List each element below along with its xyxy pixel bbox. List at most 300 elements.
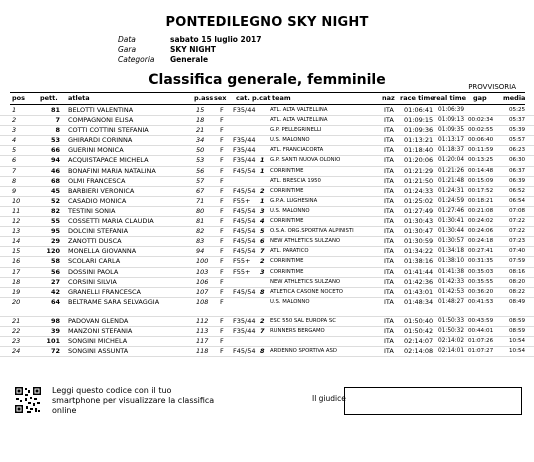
cell-race: 02:14:07 <box>404 336 434 345</box>
cell-sex: F <box>220 186 224 195</box>
cell-media: 06:54 <box>509 197 526 204</box>
cell-pos: 22 <box>12 326 21 335</box>
cell-pass: 107 <box>196 287 209 296</box>
cell-race: 01:06:41 <box>404 106 434 114</box>
cell-atleta: MONELLA GIOVANNA <box>68 247 137 256</box>
cell-team: NEW ATHLETICS SULZANO <box>270 238 341 245</box>
cell-pett: 7 <box>55 116 60 125</box>
cell-pett: 53 <box>50 136 60 145</box>
cell-media: 08:16 <box>509 268 526 275</box>
cell-pett: 8 <box>55 126 60 135</box>
cell-team: ATL. PARATICO <box>270 248 309 255</box>
cell-naz: ITA <box>384 287 394 296</box>
cell-race: 01:25:02 <box>404 196 434 205</box>
cell-team: CORRINTIME <box>270 187 304 194</box>
cell-pass: 80 <box>196 206 205 215</box>
cell-pcat: 1 <box>260 166 265 175</box>
cell-media: 05:25 <box>509 107 526 113</box>
cell-race: 01:50:40 <box>404 316 434 325</box>
cell-team: CORRINTIME <box>270 167 304 174</box>
col-real: real time <box>433 94 467 102</box>
cell-naz: ITA <box>384 277 394 286</box>
table-row <box>0 327 534 337</box>
cell-pett: 27 <box>50 277 60 286</box>
meta-row-category <box>118 55 261 65</box>
cell-cat: F35/44 <box>233 316 256 325</box>
cell-gap: 00:13:25 <box>468 157 494 164</box>
cell-pos: 8 <box>12 176 17 185</box>
cell-sex: F <box>220 297 224 306</box>
cell-team: G.P.A. LUGHESINA <box>270 197 318 204</box>
cell-naz: ITA <box>384 326 394 335</box>
cell-media: 05:37 <box>509 117 526 124</box>
cell-pass: 81 <box>196 217 205 226</box>
cell-sex: F <box>220 116 224 125</box>
cell-pett: 82 <box>50 206 60 215</box>
table-row <box>0 337 534 347</box>
cell-cat: F45/54 <box>233 247 256 256</box>
cell-gap: 00:35:03 <box>468 268 494 275</box>
cell-naz: ITA <box>384 126 394 135</box>
cell-naz: ITA <box>384 146 394 155</box>
cell-pett: 66 <box>50 146 60 155</box>
cell-cat: F35/44 <box>233 146 256 155</box>
table-row <box>0 106 534 116</box>
cell-naz: ITA <box>384 206 394 215</box>
cell-media: 08:22 <box>509 288 526 295</box>
cell-team: U.S. MALONNO <box>270 298 310 305</box>
cell-media: 07:59 <box>509 258 526 265</box>
cell-cat: F45/54 <box>233 287 256 296</box>
event-title: PONTEDILEGNO SKY NIGHT <box>165 15 369 30</box>
cell-team: ATL. FRANCIACORTA <box>270 147 324 154</box>
cell-gap: 00:24:02 <box>468 218 494 225</box>
cell-sex: F <box>220 267 224 276</box>
cell-gap: 00:35:55 <box>468 278 494 285</box>
cell-sex: F <box>220 196 224 205</box>
table-row <box>0 207 534 217</box>
status-label: PROVVISORIA <box>468 83 516 91</box>
cell-gap: 00:21:08 <box>468 207 494 214</box>
meta-row-race <box>118 45 261 55</box>
table-row <box>0 247 534 257</box>
cell-cat: F45/54 <box>233 206 256 215</box>
cell-pett: 101 <box>46 336 60 345</box>
cell-sex: F <box>220 126 224 135</box>
cell-sex: F <box>220 206 224 215</box>
col-pett: pett. <box>40 94 58 102</box>
cell-gap: 00:43:59 <box>468 317 494 324</box>
table-row <box>0 126 534 136</box>
table-row <box>0 156 534 166</box>
cell-pcat: 8 <box>260 287 265 296</box>
cell-pett: 98 <box>50 316 60 325</box>
cell-pett: 45 <box>50 186 60 195</box>
cell-cat: F35/44 <box>233 156 256 165</box>
cell-race: 01:41:44 <box>404 267 434 276</box>
cell-pett: 56 <box>50 267 60 276</box>
cell-pett: 46 <box>50 166 60 175</box>
cell-media: 08:49 <box>509 298 526 305</box>
cell-sex: F <box>220 326 224 335</box>
cell-race: 01:09:36 <box>404 126 434 135</box>
cell-cat: F35/44 <box>233 136 256 145</box>
cell-sex: F <box>220 347 224 356</box>
cell-pass: 71 <box>196 196 205 205</box>
cell-gap: 00:02:55 <box>468 127 494 134</box>
cell-gap: 00:14:48 <box>468 167 494 174</box>
cell-race: 01:18:40 <box>404 146 434 155</box>
cell-pett: 94 <box>50 156 60 165</box>
cell-race: 01:30:43 <box>404 217 434 226</box>
cell-pos: 21 <box>12 316 21 325</box>
cell-naz: ITA <box>384 136 394 145</box>
cell-sex: F <box>220 247 224 256</box>
meta-row-date <box>118 35 261 45</box>
table-row <box>0 146 534 156</box>
table-row <box>0 187 534 197</box>
cell-pett: 39 <box>50 326 60 335</box>
cell-gap: 00:11:59 <box>468 147 494 154</box>
cell-naz: ITA <box>384 297 394 306</box>
cell-pos: 11 <box>12 206 21 215</box>
cell-pcat: 4 <box>260 217 265 226</box>
cell-real: 01:50:32 <box>438 327 465 334</box>
cell-race: 01:34:22 <box>404 247 434 256</box>
cell-cat: F55+ <box>233 257 251 266</box>
col-pass: p.ass <box>194 94 214 102</box>
cell-atleta: ZANOTTI DUSCA <box>68 237 122 246</box>
col-media: media <box>503 94 526 102</box>
cell-sex: F <box>220 217 224 226</box>
cell-real: 01:18:37 <box>438 147 465 154</box>
cell-pos: 23 <box>12 336 21 345</box>
cell-pos: 13 <box>12 227 21 236</box>
cell-pos: 20 <box>12 297 21 306</box>
cell-team: CORRINTIME <box>270 268 304 275</box>
cell-media: 07:22 <box>509 218 526 225</box>
cell-cat: F45/54 <box>233 237 256 246</box>
cell-cat: F55+ <box>233 267 251 276</box>
table-row <box>0 288 534 298</box>
cell-sex: F <box>220 146 224 155</box>
cell-gap: 00:31:35 <box>468 258 494 265</box>
cell-atleta: BELOTTI VALENTINA <box>68 106 134 114</box>
meta-key: Gara <box>118 45 137 54</box>
cell-gap: 00:27:41 <box>468 248 494 255</box>
cell-pett: 81 <box>50 106 60 114</box>
meta-key: Categoria <box>118 55 155 64</box>
cell-pos: 6 <box>12 156 17 165</box>
cell-real: 01:41:38 <box>438 268 465 275</box>
cell-real: 01:30:41 <box>438 218 465 225</box>
cell-gap: 00:24:06 <box>468 228 494 235</box>
cell-media: 06:52 <box>509 187 526 194</box>
cell-atleta: TESTINI SONIA <box>68 206 116 215</box>
cell-naz: ITA <box>384 196 394 205</box>
cell-race: 01:21:29 <box>404 166 434 175</box>
cell-atleta: CASADIO MONICA <box>68 196 127 205</box>
cell-pass: 50 <box>196 146 205 155</box>
cell-atleta: BELTRAME SARA SELVAGGIA <box>68 297 160 306</box>
cell-sex: F <box>220 227 224 236</box>
cell-pass: 94 <box>196 247 205 256</box>
cell-atleta: BONAFINI MARIA NATALINA <box>68 166 156 175</box>
table-row <box>0 317 534 327</box>
table-row <box>0 167 534 177</box>
cell-race: 02:14:08 <box>404 347 434 356</box>
cell-cat: F45/54 <box>233 347 256 356</box>
cell-pass: 34 <box>196 136 205 145</box>
cell-atleta: PADOVAN GLENDA <box>68 316 129 325</box>
cell-atleta: GUERINI MONICA <box>68 146 124 155</box>
cell-atleta: SCOLARI CARLA <box>68 257 121 266</box>
cell-pett: 29 <box>50 237 60 246</box>
cell-real: 01:20:04 <box>438 157 465 164</box>
cell-media: 10:54 <box>509 348 526 355</box>
cell-race: 01:09:15 <box>404 116 434 125</box>
cell-gap: 00:24:18 <box>468 238 494 245</box>
cell-atleta: CORSINI SILVIA <box>68 277 117 286</box>
cell-atleta: MANZONI STEFANIA <box>68 326 133 335</box>
table-row <box>0 347 534 357</box>
cell-pett: 52 <box>50 196 60 205</box>
cell-team: RUNNERS BERGAMO <box>270 327 325 334</box>
cell-sex: F <box>220 237 224 246</box>
cell-pass: 103 <box>196 267 209 276</box>
cell-race: 01:50:42 <box>404 326 434 335</box>
cell-gap: 00:02:34 <box>468 117 494 124</box>
cell-team: NEW ATHLETICS SULZANO <box>270 278 341 285</box>
cell-media: 07:22 <box>509 228 526 235</box>
cell-sex: F <box>220 136 224 145</box>
event-meta <box>118 35 261 65</box>
meta-value: sabato 15 luglio 2017 <box>170 35 262 44</box>
col-pcat: p.cat <box>252 94 271 102</box>
cell-pos: 15 <box>12 247 21 256</box>
table-row <box>0 227 534 237</box>
cell-media: 06:37 <box>509 167 526 174</box>
judge-label: Il giudice <box>312 394 346 403</box>
cell-cat: F45/54 <box>233 166 256 175</box>
cell-naz: ITA <box>384 267 394 276</box>
cell-media: 08:59 <box>509 317 526 324</box>
cell-pett: 64 <box>50 297 60 306</box>
cell-team: CORRINTIME <box>270 218 304 225</box>
cell-gap: 01:07:27 <box>468 348 494 355</box>
cell-cat: F45/54 <box>233 186 256 195</box>
cell-pett: 68 <box>50 176 60 185</box>
cell-real: 02:14:01 <box>438 348 465 355</box>
cell-pass: 118 <box>196 347 209 356</box>
cell-media: 10:54 <box>509 337 526 344</box>
cell-gap: 00:06:40 <box>468 137 494 144</box>
cell-pass: 113 <box>196 326 209 335</box>
table-row <box>0 136 534 146</box>
cell-gap: 00:36:20 <box>468 288 494 295</box>
cell-pass: 21 <box>196 126 205 135</box>
cell-media: 08:59 <box>509 327 526 334</box>
table-row <box>0 237 534 247</box>
cell-naz: ITA <box>384 257 394 266</box>
cell-pcat: 2 <box>260 257 265 266</box>
cell-team: ESC 550 SAL EUROPA SC <box>270 317 336 324</box>
cell-atleta: DOLCINI STEFANIA <box>68 227 129 236</box>
cell-pos: 16 <box>12 257 21 266</box>
cell-sex: F <box>220 257 224 266</box>
cell-pcat: 8 <box>260 347 265 356</box>
cell-atleta: OLMI FRANCESCA <box>68 176 126 185</box>
cell-media: 08:20 <box>509 278 526 285</box>
cell-team: ARDENNO SPORTIVA ASD <box>270 348 337 355</box>
cell-pos: 9 <box>12 186 17 195</box>
col-cat: cat. <box>236 94 250 102</box>
cell-atleta: DOSSINI PAOLA <box>68 267 119 276</box>
cell-naz: ITA <box>384 227 394 236</box>
cell-pos: 24 <box>12 347 21 356</box>
cell-real: 01:24:31 <box>438 187 465 194</box>
cell-pass: 18 <box>196 116 205 125</box>
col-sex: sex <box>214 94 227 102</box>
cell-cat: F45/54 <box>233 217 256 226</box>
cell-team: U.S. MALONNO <box>270 137 310 144</box>
cell-pcat: 6 <box>260 237 265 246</box>
cell-pass: 117 <box>196 336 209 345</box>
cell-naz: ITA <box>384 116 394 125</box>
cell-team: ATL. BRESCIA 1950 <box>270 177 321 184</box>
qr-code-icon <box>14 386 42 414</box>
cell-race: 01:38:16 <box>404 257 434 266</box>
table-row <box>0 268 534 278</box>
table-row <box>0 257 534 267</box>
cell-team: U.S. MALONNO <box>270 207 310 214</box>
col-team: team <box>272 94 291 102</box>
cell-pass: 83 <box>196 237 205 246</box>
cell-real: 01:30:44 <box>438 228 465 235</box>
cell-real: 01:48:27 <box>438 298 465 305</box>
meta-value: Generale <box>170 55 209 64</box>
cell-real: 01:09:13 <box>438 117 465 124</box>
cell-pett: 72 <box>50 347 60 356</box>
cell-real: 01:27:46 <box>438 207 465 214</box>
cell-sex: F <box>220 277 224 286</box>
cell-pos: 18 <box>12 277 21 286</box>
cell-pass: 112 <box>196 316 209 325</box>
table-row <box>0 197 534 207</box>
cell-real: 01:21:26 <box>438 167 465 174</box>
cell-sex: F <box>220 166 224 175</box>
cell-pcat: 3 <box>260 206 265 215</box>
cell-team: O.S.A. ORG.SPORTIVA ALPINISTI <box>270 228 354 235</box>
cell-gap: 00:41:53 <box>468 298 494 305</box>
cell-media: 07:23 <box>509 238 526 245</box>
cell-real: 01:09:35 <box>438 127 465 134</box>
cell-atleta: SONGINI ASSUNTA <box>68 347 129 356</box>
cell-cat: F35/44 <box>233 106 256 114</box>
col-race: race time <box>400 94 435 102</box>
cell-real: 01:38:10 <box>438 258 465 265</box>
cell-team: ATL. ALTA VALTELLINA <box>270 107 328 113</box>
cell-pass: 108 <box>196 297 209 306</box>
cell-pos: 7 <box>12 166 17 175</box>
cell-race: 01:43:01 <box>404 287 434 296</box>
cell-naz: ITA <box>384 176 394 185</box>
cell-media: 05:39 <box>509 127 526 134</box>
cell-real: 01:13:17 <box>438 137 465 144</box>
cell-atleta: GHIRARDI CORINNA <box>68 136 133 145</box>
cell-pass: 53 <box>196 156 205 165</box>
table-row <box>0 278 534 288</box>
col-atleta: atleta <box>68 94 90 102</box>
cell-naz: ITA <box>384 186 394 195</box>
ranking-heading: Classifica generale, femminile <box>148 72 386 88</box>
cell-team: ATLETICA CASONE NOCETO <box>270 288 343 295</box>
cell-real: 01:24:59 <box>438 197 465 204</box>
cell-real: 01:06:39 <box>438 107 465 113</box>
cell-pass: 82 <box>196 227 205 236</box>
cell-real: 01:42:33 <box>438 278 465 285</box>
col-gap: gap <box>473 94 487 102</box>
cell-naz: ITA <box>384 247 394 256</box>
cell-media: 07:40 <box>509 248 526 255</box>
cell-media: 07:08 <box>509 207 526 214</box>
cell-pos: 19 <box>12 287 21 296</box>
cell-pcat: 3 <box>260 267 265 276</box>
col-pos: pos <box>12 94 25 102</box>
cell-race: 01:24:33 <box>404 186 434 195</box>
cell-pass: 56 <box>196 166 205 175</box>
cell-pos: 14 <box>12 237 21 246</box>
cell-pos: 2 <box>12 116 17 125</box>
cell-naz: ITA <box>384 347 394 356</box>
cell-pos: 4 <box>12 136 17 145</box>
cell-atleta: SONGINI MICHELA <box>68 336 128 345</box>
cell-pcat: 5 <box>260 227 265 236</box>
header-top-rule <box>10 92 525 93</box>
cell-sex: F <box>220 316 224 325</box>
cell-real: 01:42:53 <box>438 288 465 295</box>
cell-naz: ITA <box>384 156 394 165</box>
cell-sex: F <box>220 156 224 165</box>
cell-real: 01:34:18 <box>438 248 465 255</box>
cell-race: 01:27:49 <box>404 206 434 215</box>
table-row <box>0 298 534 317</box>
cell-naz: ITA <box>384 106 394 114</box>
cell-pass: 15 <box>196 106 205 114</box>
table-row <box>0 116 534 126</box>
cell-real: 01:21:48 <box>438 177 465 184</box>
cell-team: G.P. SANTI NUOVA OLONIO <box>270 157 341 164</box>
header-bottom-rule <box>10 104 525 105</box>
cell-cat: F45/54 <box>233 227 256 236</box>
cell-pos: 3 <box>12 126 17 135</box>
cell-pos: 10 <box>12 196 21 205</box>
cell-naz: ITA <box>384 237 394 246</box>
cell-real: 02:14:02 <box>438 337 465 344</box>
cell-naz: ITA <box>384 316 394 325</box>
qr-instructions: Leggi questo codice con il tuo smartphone per visualizzare la classifica online <box>52 386 215 415</box>
cell-sex: F <box>220 287 224 296</box>
cell-gap: 00:44:01 <box>468 327 494 334</box>
table-row <box>0 217 534 227</box>
cell-media: 06:39 <box>509 177 526 184</box>
cell-race: 01:48:34 <box>404 297 434 306</box>
meta-key: Data <box>118 35 136 44</box>
cell-pos: 1 <box>12 106 17 114</box>
results-table <box>0 106 534 357</box>
cell-atleta: COMPAGNONI ELISA <box>68 116 134 125</box>
cell-pcat: 7 <box>260 326 265 335</box>
